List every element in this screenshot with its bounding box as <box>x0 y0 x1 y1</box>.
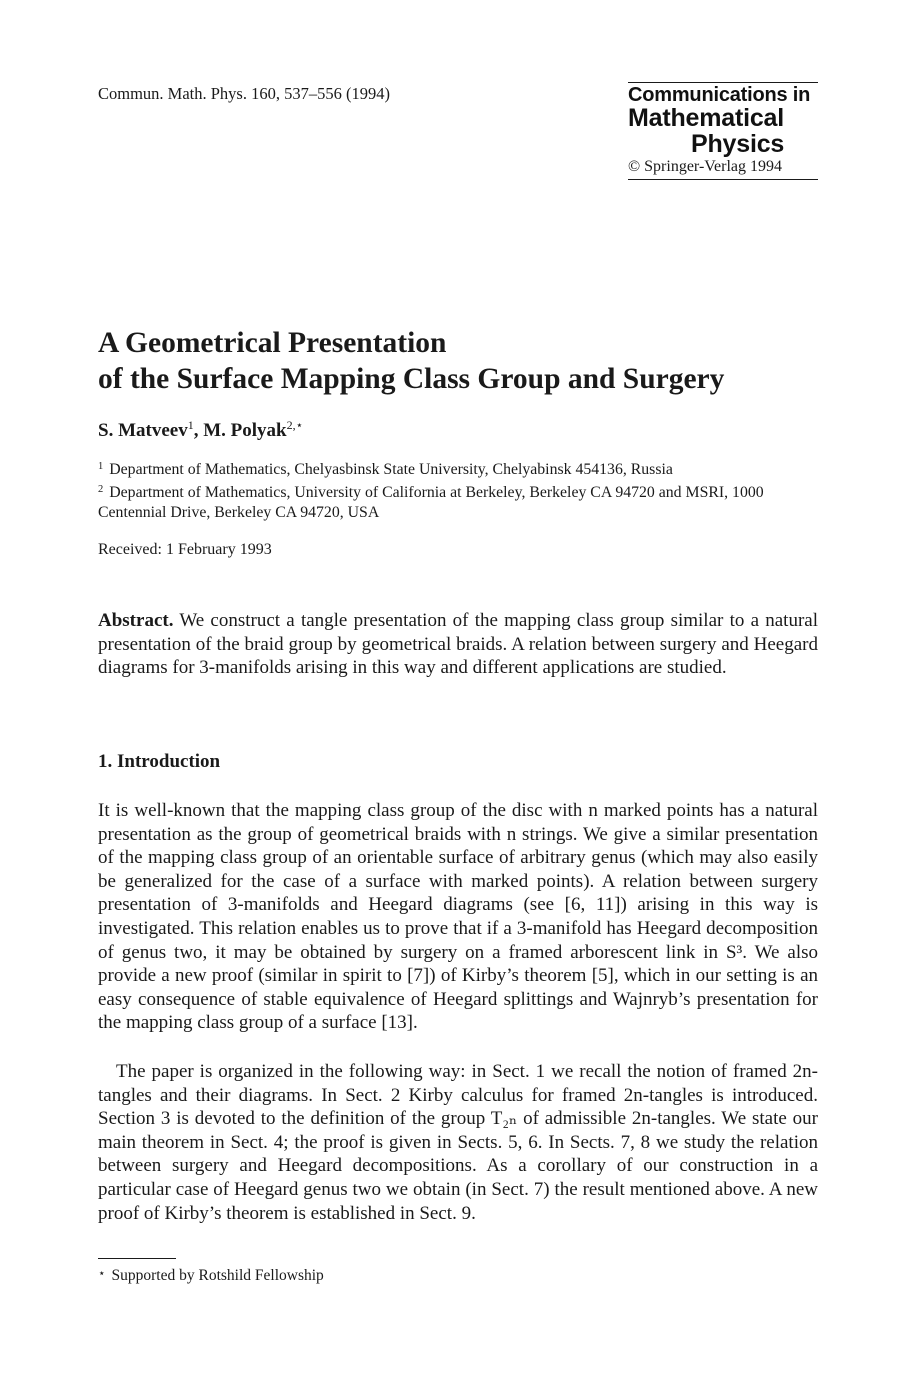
author-matveev: S. Matveev <box>98 420 188 441</box>
affiliation-2-text: Department of Mathematics, University of California at Berkeley, Berkeley CA 94720 and MSRI, 1000 Centennial Drive, Berkeley CA 94720, USA <box>98 484 764 521</box>
affiliation-2 <box>98 480 818 523</box>
journal-name-line3: Physics <box>691 130 785 158</box>
intro-paragraph-2: The paper is organized in the following way: in Sect. 1 we recall the notion of framed 2n-tangles and their diagrams. In Sect. 2 Kirby calculus for framed 2n-tangles is introduced. Section 3 is devoted to the definition of the group T₂ₙ of admissible 2n-tangles. We state our main theorem in Sect. 4; the proof is given in Sects. 5, 6. In Sects. 7, 8 we study the relation between surgery and Heegard decompositions. As a corollary of our construction in a particular case of Heegard genus two we obtain (in Sect. 7) the result mentioned above. A new proof of Kirby’s theorem is established in Sect. 9. <box>98 1061 818 1224</box>
intro-paragraph-1: It is well-known that the mapping class group of the disc with n marked points has a natural presentation as the group of geometrical braids with n strings. We give a similar presentation of the mapping class group of an orientable surface of arbitrary genus (which may also easily be generalized for the case of a surface with marked points). A relation between surgery presentation of 3-manifolds and Heegard diagrams (see [6, 11]) arising in this way is investigated. This relation enables us to prove that if a 3-manifold has Heegard decomposition of genus two, it may be obtained by surgery on a framed arborescent link in S³. We also provide a new proof (similar in spirit to [7]) of Kirby’s theorem [5], which in our setting is an easy consequence of stable equivalence of Heegard splittings and Wajnryb’s presentation for the mapping class group of a surface [13]. <box>98 800 818 1034</box>
journal-citation: Commun. Math. Phys. 160, 537–556 (1994) <box>98 84 390 103</box>
paper-title <box>98 325 724 397</box>
copyright-notice: © Springer-Verlag 1994 <box>628 158 783 175</box>
received-date: Received: 1 February 1993 <box>98 541 272 558</box>
affiliations <box>98 457 818 523</box>
affiliation-1 <box>98 457 818 480</box>
affiliation-1-mark: 1 <box>98 461 104 472</box>
footnote-marker: ⋆ <box>98 1266 106 1280</box>
abstract <box>98 609 818 680</box>
author2-affiliation-mark: 2,⋆ <box>286 418 304 432</box>
title-line-2: of the Surface Mapping Class Group and Surgery <box>98 363 725 395</box>
abstract-text: We construct a tangle presentation of the mapping class group similar to a natural presentation of the braid group by geometrical braids. A relation between surgery and Heegard diagrams for 3-manifolds arising in this way and different applications are studied. <box>98 610 818 679</box>
journal-logo <box>628 82 818 180</box>
logo-top-rule <box>628 82 818 83</box>
author1-affiliation-mark: 1 <box>187 418 194 432</box>
footnote <box>98 1266 324 1285</box>
section-heading: 1. Introduction <box>98 751 221 772</box>
title-line-1: A Geometrical Presentation <box>98 327 447 359</box>
affiliation-1-text: Department of Mathematics, Chelyasbinsk State University, Chelyabinsk 454136, Russia <box>109 461 673 478</box>
journal-name-line2: Mathematical <box>628 104 784 132</box>
affiliation-2-mark: 2 <box>98 484 104 495</box>
author-list <box>98 418 303 442</box>
abstract-label: Abstract. <box>98 610 174 631</box>
logo-bottom-rule <box>628 179 818 180</box>
footnote-rule <box>98 1258 176 1259</box>
author-polyak: M. Polyak <box>203 420 287 441</box>
footnote-text: Supported by Rotshild Fellowship <box>111 1267 324 1284</box>
author-separator: , <box>193 420 204 441</box>
journal-name-line1: Communications in <box>628 84 811 106</box>
